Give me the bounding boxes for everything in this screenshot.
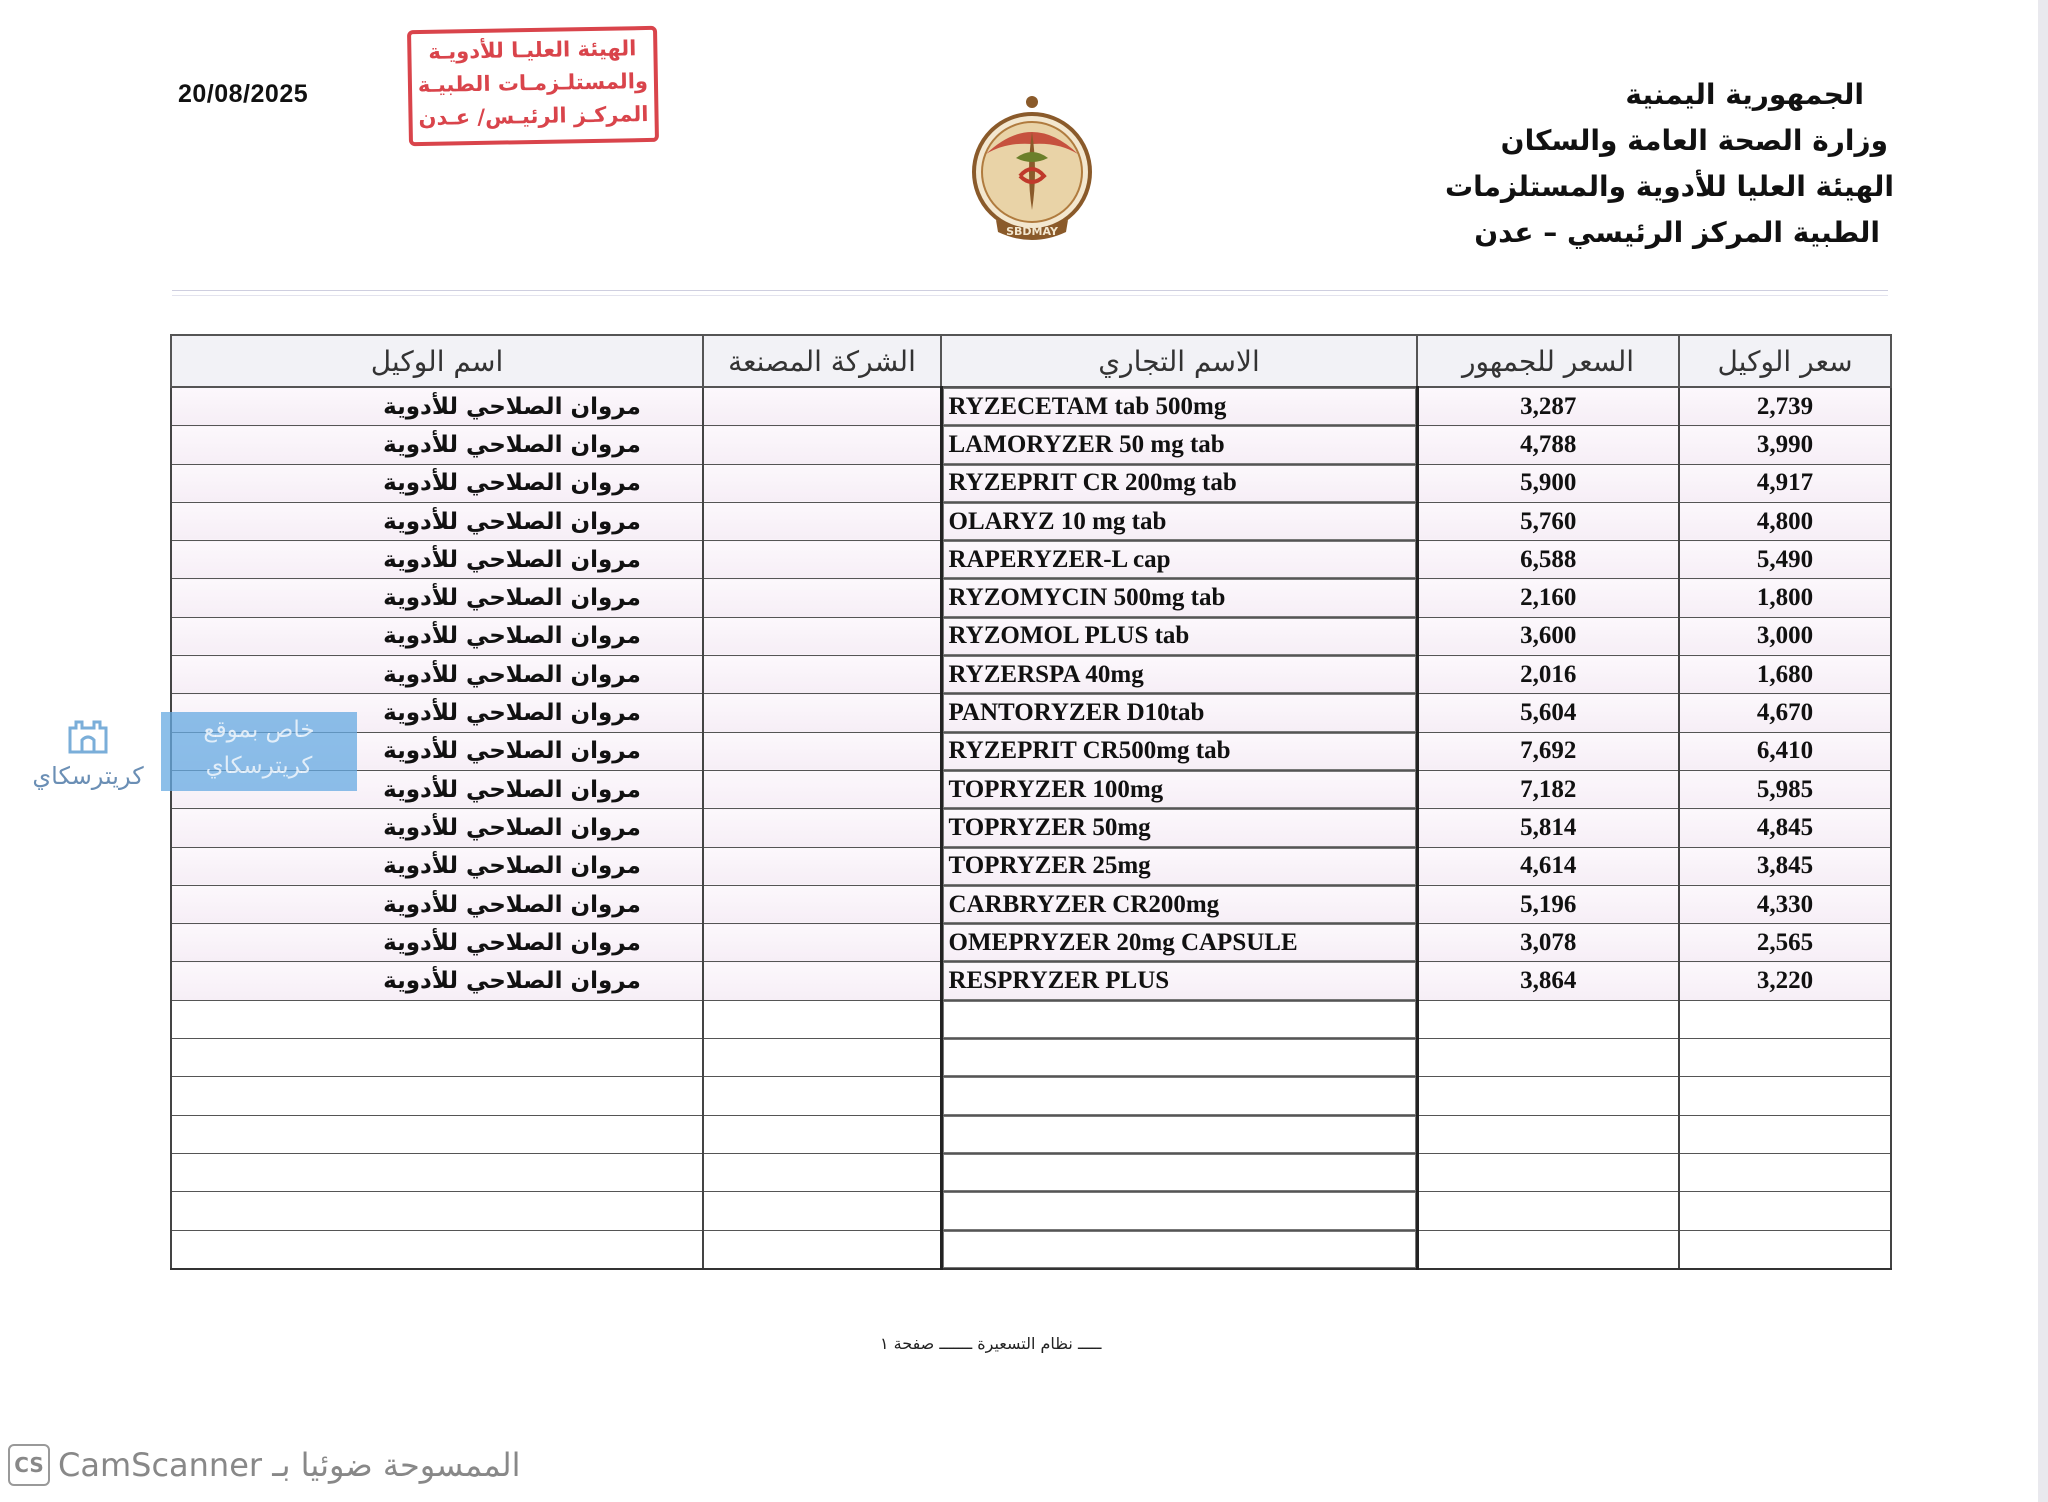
table-row bbox=[171, 847, 1891, 885]
trade-name-cell bbox=[941, 1153, 1417, 1191]
agent-price-cell bbox=[1679, 1039, 1891, 1077]
public-price-cell bbox=[1417, 1077, 1679, 1115]
agent-name-cell: مروان الصلاحي للأدوية bbox=[171, 962, 703, 1000]
table-row bbox=[171, 1039, 1891, 1077]
trade-name-cell bbox=[941, 1039, 1417, 1077]
header-line: وزارة الصحة العامة والسكان bbox=[1500, 124, 1888, 157]
agent-price-cell: 3,845 bbox=[1679, 847, 1891, 885]
trade-name-cell: RYZECETAM tab 500mg bbox=[941, 387, 1417, 426]
trade-name-cell: OMEPRYZER 20mg CAPSULE bbox=[941, 924, 1417, 962]
agent-price-cell: 6,410 bbox=[1679, 732, 1891, 770]
public-price-cell: 5,604 bbox=[1417, 694, 1679, 732]
manufacturer-cell bbox=[703, 387, 941, 426]
table-row bbox=[171, 809, 1891, 847]
agent-price-cell: 3,000 bbox=[1679, 617, 1891, 655]
agent-price-cell bbox=[1679, 1077, 1891, 1115]
watermark-line: كريترسكاي bbox=[205, 753, 313, 779]
document-date: 20/08/2025 bbox=[178, 80, 309, 108]
logo-text: SBDMAY bbox=[1006, 225, 1058, 238]
trade-name-cell bbox=[941, 1192, 1417, 1230]
header-line: الجمهورية اليمنية bbox=[1625, 78, 1864, 111]
agent-name-cell bbox=[171, 1039, 703, 1077]
agent-name-cell bbox=[171, 1115, 703, 1153]
manufacturer-cell bbox=[703, 617, 941, 655]
table-row bbox=[171, 1115, 1891, 1153]
price-table bbox=[170, 334, 1892, 1270]
manufacturer-cell bbox=[703, 694, 941, 732]
table-row bbox=[171, 579, 1891, 617]
public-price-cell: 2,160 bbox=[1417, 579, 1679, 617]
trade-name-cell bbox=[941, 1115, 1417, 1153]
public-price-cell: 3,078 bbox=[1417, 924, 1679, 962]
agent-name-cell: مروان الصلاحي للأدوية bbox=[171, 885, 703, 923]
trade-name-cell: TOPRYZER 100mg bbox=[941, 770, 1417, 808]
agent-name-cell: مروان الصلاحي للأدوية bbox=[171, 770, 703, 808]
trade-name-cell: RYZOMYCIN 500mg tab bbox=[941, 579, 1417, 617]
agent-price-cell: 3,990 bbox=[1679, 426, 1891, 464]
trade-name-cell bbox=[941, 1230, 1417, 1269]
authority-logo bbox=[966, 92, 1098, 248]
page-edge bbox=[2038, 0, 2048, 1502]
trade-name-cell: RYZOMOL PLUS tab bbox=[941, 617, 1417, 655]
manufacturer-cell bbox=[703, 464, 941, 502]
agent-price-cell bbox=[1679, 1192, 1891, 1230]
table-row bbox=[171, 1230, 1891, 1269]
header-separator bbox=[172, 290, 1888, 296]
table-row bbox=[171, 770, 1891, 808]
public-price-cell: 3,600 bbox=[1417, 617, 1679, 655]
agent-price-cell: 4,800 bbox=[1679, 502, 1891, 540]
manufacturer-cell bbox=[703, 770, 941, 808]
manufacturer-cell bbox=[703, 579, 941, 617]
public-price-cell: 5,900 bbox=[1417, 464, 1679, 502]
manufacturer-cell bbox=[703, 962, 941, 1000]
table-row bbox=[171, 694, 1891, 732]
agent-name-cell: مروان الصلاحي للأدوية bbox=[171, 426, 703, 464]
manufacturer-cell bbox=[703, 1039, 941, 1077]
public-price-cell: 6,588 bbox=[1417, 541, 1679, 579]
trade-name-cell: CARBRYZER CR200mg bbox=[941, 885, 1417, 923]
trade-name-cell: RESPRYZER PLUS bbox=[941, 962, 1417, 1000]
public-price-cell: 4,788 bbox=[1417, 426, 1679, 464]
stamp-line: المركـز الرئيـس/ عـدن bbox=[418, 101, 649, 131]
trade-name-cell: RYZEPRIT CR500mg tab bbox=[941, 732, 1417, 770]
public-price-cell bbox=[1417, 1000, 1679, 1038]
agent-price-cell: 5,490 bbox=[1679, 541, 1891, 579]
watermark-box bbox=[161, 712, 357, 791]
table-row bbox=[171, 1077, 1891, 1115]
agent-name-cell: مروان الصلاحي للأدوية bbox=[171, 694, 703, 732]
scanner-text: الممسوحة ضوئيا بـ CamScanner bbox=[58, 1446, 521, 1484]
agent-name-cell: مروان الصلاحي للأدوية bbox=[171, 387, 703, 426]
public-price-cell: 3,864 bbox=[1417, 962, 1679, 1000]
agent-price-cell: 2,739 bbox=[1679, 387, 1891, 426]
agent-price-cell: 1,680 bbox=[1679, 656, 1891, 694]
public-price-cell bbox=[1417, 1039, 1679, 1077]
public-price-cell: 2,016 bbox=[1417, 656, 1679, 694]
manufacturer-cell bbox=[703, 541, 941, 579]
page-footer: ـــــ نظام التسعيرة ـــــــ صفحة ١ bbox=[880, 1334, 1102, 1353]
manufacturer-cell bbox=[703, 1115, 941, 1153]
agent-price-cell bbox=[1679, 1153, 1891, 1191]
trade-name-cell: TOPRYZER 25mg bbox=[941, 847, 1417, 885]
agent-price-cell: 4,845 bbox=[1679, 809, 1891, 847]
table-row bbox=[171, 387, 1891, 426]
camscanner-icon: CS bbox=[8, 1444, 50, 1486]
manufacturer-cell bbox=[703, 426, 941, 464]
table-row bbox=[171, 617, 1891, 655]
table-row bbox=[171, 1000, 1891, 1038]
table-header-row bbox=[171, 335, 1891, 387]
agent-price-cell: 4,670 bbox=[1679, 694, 1891, 732]
agent-name-cell: مروان الصلاحي للأدوية bbox=[171, 656, 703, 694]
agent-name-cell bbox=[171, 1077, 703, 1115]
agent-price-cell bbox=[1679, 1230, 1891, 1269]
agent-price-cell: 4,917 bbox=[1679, 464, 1891, 502]
trade-name-cell: RYZERSPA 40mg bbox=[941, 656, 1417, 694]
public-price-cell: 5,760 bbox=[1417, 502, 1679, 540]
header-line: الهيئة العليا للأدوية والمستلزمات bbox=[1444, 170, 1894, 203]
manufacturer-cell bbox=[703, 1153, 941, 1191]
manufacturer-cell bbox=[703, 1077, 941, 1115]
table-row bbox=[171, 732, 1891, 770]
table-row bbox=[171, 541, 1891, 579]
header-manufacturer: الشركة المصنعة bbox=[703, 335, 941, 387]
agent-price-cell: 4,330 bbox=[1679, 885, 1891, 923]
trade-name-cell: RYZEPRIT CR 200mg tab bbox=[941, 464, 1417, 502]
agent-name-cell: مروان الصلاحي للأدوية bbox=[171, 617, 703, 655]
manufacturer-cell bbox=[703, 1192, 941, 1230]
trade-name-cell: OLARYZ 10 mg tab bbox=[941, 502, 1417, 540]
castle-icon bbox=[62, 714, 114, 754]
public-price-cell: 5,814 bbox=[1417, 809, 1679, 847]
agent-price-cell: 2,565 bbox=[1679, 924, 1891, 962]
public-price-cell bbox=[1417, 1230, 1679, 1269]
header-line: الطبية المركز الرئيسي – عدن bbox=[1474, 216, 1880, 249]
manufacturer-cell bbox=[703, 732, 941, 770]
scanner-watermark bbox=[8, 1444, 521, 1486]
agent-name-cell: مروان الصلاحي للأدوية bbox=[171, 732, 703, 770]
table-row bbox=[171, 885, 1891, 923]
table-row bbox=[171, 502, 1891, 540]
manufacturer-cell bbox=[703, 1000, 941, 1038]
agent-name-cell bbox=[171, 1230, 703, 1269]
manufacturer-cell bbox=[703, 847, 941, 885]
stamp-line: الهيئة العليـا للأدويـة bbox=[428, 36, 637, 64]
agent-name-cell bbox=[171, 1153, 703, 1191]
public-price-cell: 4,614 bbox=[1417, 847, 1679, 885]
agent-price-cell: 1,800 bbox=[1679, 579, 1891, 617]
trade-name-cell: RAPERYZER-L cap bbox=[941, 541, 1417, 579]
manufacturer-cell bbox=[703, 885, 941, 923]
agent-price-cell: 3,220 bbox=[1679, 962, 1891, 1000]
watermark-logo bbox=[22, 714, 154, 790]
agent-name-cell: مروان الصلاحي للأدوية bbox=[171, 464, 703, 502]
watermark-line: خاص بموقع bbox=[203, 717, 315, 743]
table-row bbox=[171, 962, 1891, 1000]
public-price-cell: 3,287 bbox=[1417, 387, 1679, 426]
manufacturer-cell bbox=[703, 809, 941, 847]
public-price-cell: 5,196 bbox=[1417, 885, 1679, 923]
agent-name-cell: مروان الصلاحي للأدوية bbox=[171, 579, 703, 617]
agent-name-cell: مروان الصلاحي للأدوية bbox=[171, 924, 703, 962]
table-row bbox=[171, 1192, 1891, 1230]
header-agent-price: سعر الوكيل bbox=[1679, 335, 1891, 387]
table-row bbox=[171, 924, 1891, 962]
manufacturer-cell bbox=[703, 924, 941, 962]
official-stamp bbox=[407, 26, 659, 146]
stamp-line: والمستلـزمـات الطبيـة bbox=[417, 68, 649, 98]
table-row bbox=[171, 426, 1891, 464]
public-price-cell bbox=[1417, 1115, 1679, 1153]
agent-name-cell bbox=[171, 1192, 703, 1230]
agent-name-cell: مروان الصلاحي للأدوية bbox=[171, 809, 703, 847]
table-row bbox=[171, 1153, 1891, 1191]
public-price-cell bbox=[1417, 1153, 1679, 1191]
header-public-price: السعر للجمهور bbox=[1417, 335, 1679, 387]
trade-name-cell bbox=[941, 1000, 1417, 1038]
public-price-cell: 7,182 bbox=[1417, 770, 1679, 808]
trade-name-cell: TOPRYZER 50mg bbox=[941, 809, 1417, 847]
manufacturer-cell bbox=[703, 502, 941, 540]
agent-name-cell: مروان الصلاحي للأدوية bbox=[171, 502, 703, 540]
trade-name-cell: LAMORYZER 50 mg tab bbox=[941, 426, 1417, 464]
header-trade-name: الاسم التجاري bbox=[941, 335, 1417, 387]
manufacturer-cell bbox=[703, 1230, 941, 1269]
watermark-logo-text: كريترسكاي bbox=[32, 762, 144, 790]
ministry-header bbox=[1445, 72, 1894, 256]
manufacturer-cell bbox=[703, 656, 941, 694]
table-row bbox=[171, 656, 1891, 694]
agent-price-cell bbox=[1679, 1115, 1891, 1153]
header-agent-name: اسم الوكيل bbox=[171, 335, 703, 387]
agent-name-cell bbox=[171, 1000, 703, 1038]
trade-name-cell bbox=[941, 1077, 1417, 1115]
agent-name-cell: مروان الصلاحي للأدوية bbox=[171, 541, 703, 579]
agent-price-cell: 5,985 bbox=[1679, 770, 1891, 808]
public-price-cell bbox=[1417, 1192, 1679, 1230]
trade-name-cell: PANTORYZER D10tab bbox=[941, 694, 1417, 732]
agent-name-cell: مروان الصلاحي للأدوية bbox=[171, 847, 703, 885]
agent-price-cell bbox=[1679, 1000, 1891, 1038]
table-row bbox=[171, 464, 1891, 502]
public-price-cell: 7,692 bbox=[1417, 732, 1679, 770]
